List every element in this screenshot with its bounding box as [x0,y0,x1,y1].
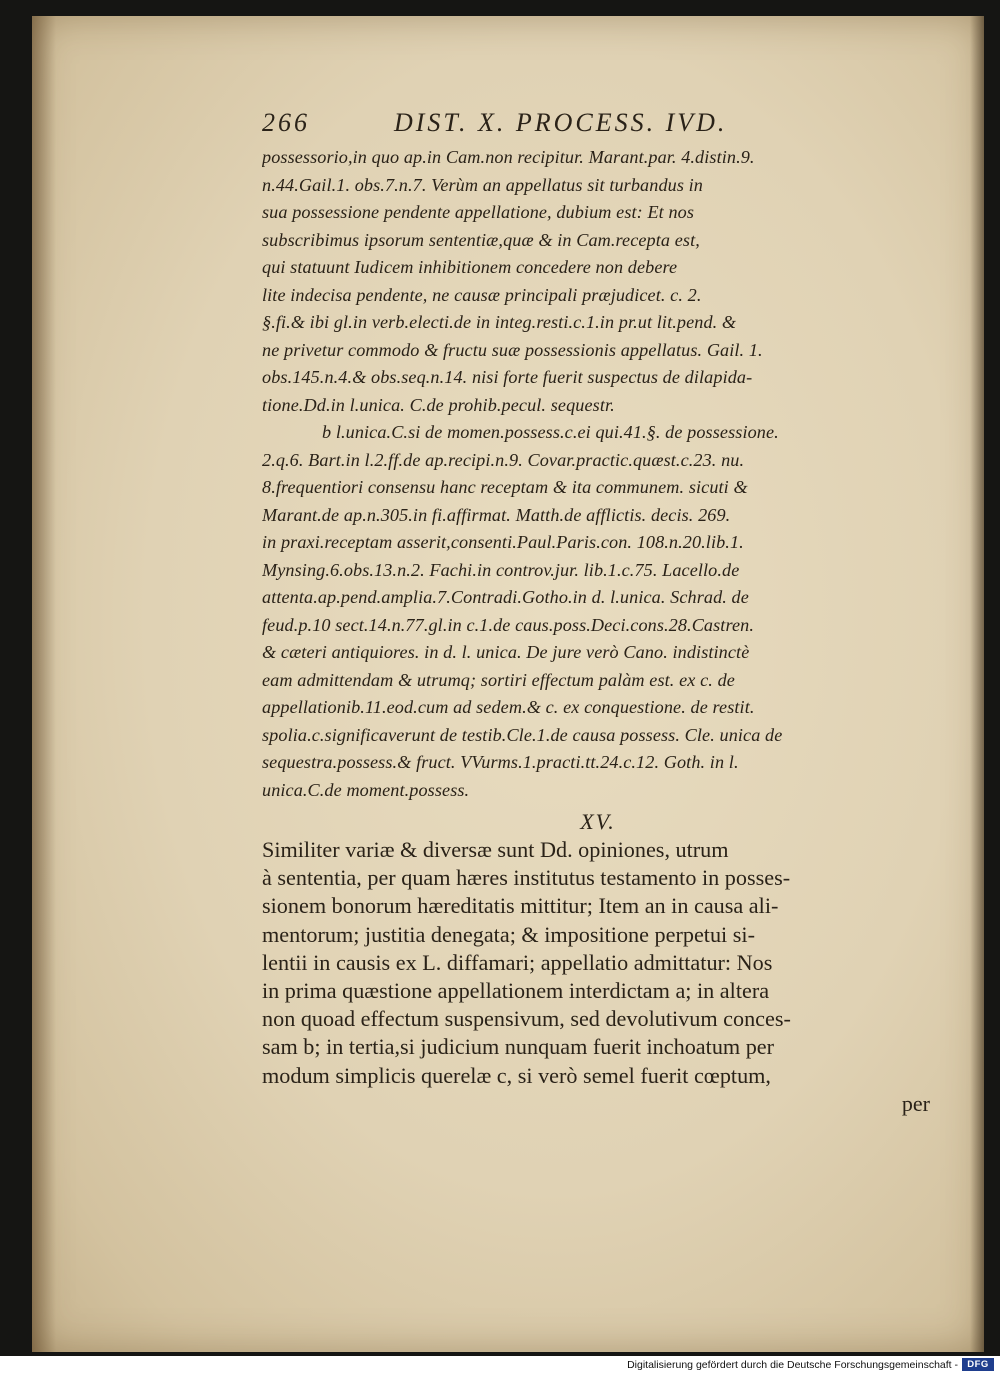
digitization-footer [0,1356,1000,1374]
note-line: possessorio,in quo ap.in Cam.non recipitur. Marant.par. 4.distin.9. [262,147,755,167]
note-line: eam admittendam & utrumq; sortiri effectum palàm est. ex c. de [262,669,735,690]
note-line: appellationib.11.eod.cum ad sedem.& c. ex conquestione. de restit. [262,697,755,717]
note-line: n.44.Gail.1. obs.7.n.7. Verùm an appellatus sit turbandus in [262,174,703,195]
note-line: b l.unica.C.si de momen.possess.c.ei qui.41.§. de possessione. [322,422,779,442]
note-line: spolia.c.significaverunt de testib.Cle.1.de causa possess. Cle. unica de [262,724,783,745]
note-line: attenta.ap.pend.amplia.7.Contradi.Gotho.in d. l.unica. Schrad. de [262,587,749,607]
body-line: lentii in causis ex L. diffamari; appellatio admittatur: Nos [262,949,773,975]
text-block [262,108,934,1118]
body-line: modum simplicis querelæ c, si verò semel fuerit cœptum, [262,1062,771,1088]
note-line: sua possessione pendente appellatione, dubium est: Et nos [262,202,695,222]
running-title: DIST. X. PROCESS. IVD. [394,108,728,137]
body-paragraph [262,836,934,1090]
body-line: in prima quæstione appellationem interdictam a; in altera [262,977,770,1003]
running-head [262,108,934,144]
note-line: sequestra.possess.& fruct. VVurms.1.practi.tt.24.c.12. Goth. in l. [262,752,739,772]
note-line: Marant.de ap.n.305.in fi.affirmat. Matth.de afflictis. decis. 269. [262,504,731,525]
catchword: per [901,1090,930,1116]
note-line: & cæteri antiquiores. in d. l. unica. De jure verò Cano. indistinctè [262,642,750,662]
note-line: obs.145.n.4.& obs.seq.n.14. nisi forte fuerit suspectus de dilapida- [262,367,753,387]
dfg-logo-icon: DFG [962,1358,994,1371]
note-line: unica.C.de moment.possess. [262,779,470,800]
footnote-block [262,144,934,804]
note-line: tione.Dd.in l.unica. C.de prohib.pecul. sequestr. [262,394,615,415]
body-line: Similiter variæ & diversæ sunt Dd. opiniones, utrum [262,837,729,862]
body-line: sionem bonorum hæreditatis mittitur; Item an in causa ali- [262,893,779,919]
note-line: §.fi.& ibi gl.in verb.electi.de in integ.resti.c.1.in pr.ut lit.pend. & [262,312,737,332]
note-line: lite indecisa pendente, ne causæ principali præjudicet. c. 2. [262,284,702,305]
note-line: ne privetur commodo & fructu suæ possessionis appellatus. Gail. 1. [262,339,763,360]
body-line: sam b; in tertia,si judicium nunquam fuerit inchoatum per [262,1034,775,1060]
body-line: à sententia, per quam hæres institutus testamento in posses- [262,865,791,891]
page-number: 266 [262,108,310,137]
section-heading: XV. [580,809,616,834]
note-line: qui statuunt Iudicem inhibitionem concedere non debere [262,257,678,277]
note-line: feud.p.10 sect.14.n.77.gl.in c.1.de caus.poss.Deci.cons.28.Castren. [262,614,754,635]
funding-credit: Digitalisierung gefördert durch die Deutsche Forschungsgemeinschaft - [627,1359,958,1371]
note-line: 8.frequentiori consensu hanc receptam & ita communem. sicuti & [262,477,748,497]
note-line: in praxi.receptam asserit,consenti.Paul.Paris.con. 108.n.20.lib.1. [262,532,744,552]
note-line: Mynsing.6.obs.13.n.2. Fachi.in controv.jur. lib.1.c.75. Lacello.de [262,559,740,580]
note-line: subscribimus ipsorum sententiæ,quæ & in Cam.recepta est, [262,229,700,250]
body-line: mentorum; justitia denegata; & impositione perpetui si- [262,921,755,947]
body-line: non quoad effectum suspensivum, sed devolutivum conces- [262,1006,791,1032]
note-line: 2.q.6. Bart.in l.2.ff.de ap.recipi.n.9. Covar.practic.quæst.c.23. nu. [262,449,745,470]
